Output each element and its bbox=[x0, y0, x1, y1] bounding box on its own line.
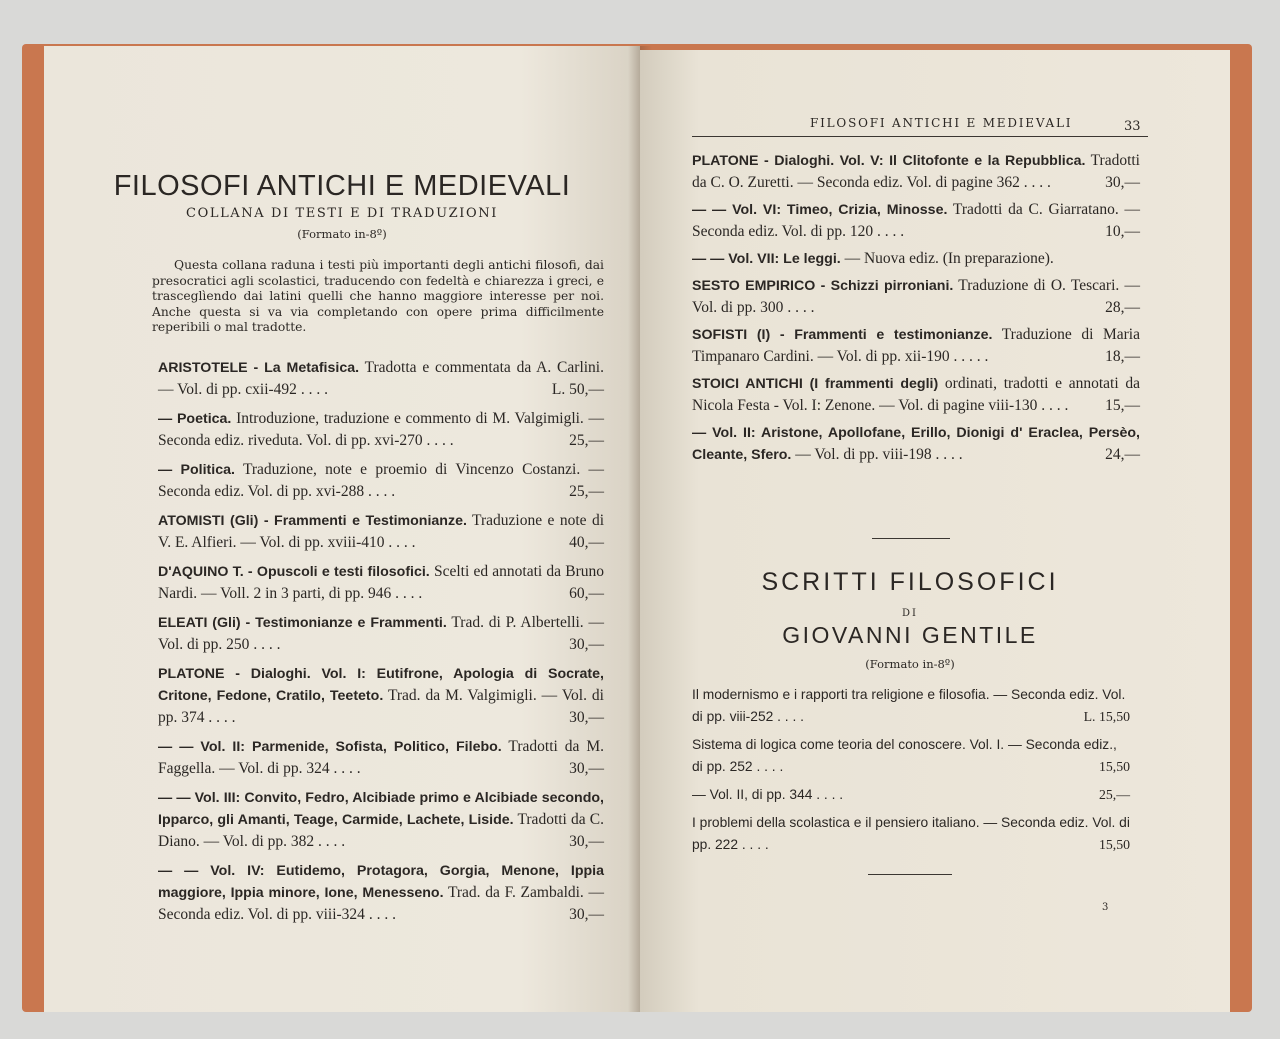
entry-title: PLATONE - Dialoghi. Vol. V: Il Clitofonte e la Repubblica. bbox=[692, 153, 1086, 169]
gentile-entry bbox=[692, 784, 1130, 806]
leader-dots: . . . . bbox=[249, 636, 281, 653]
entry-price: 10,— bbox=[1105, 223, 1140, 240]
entry-price: 24,— bbox=[1105, 446, 1140, 463]
entry-title: — — Vol. VI: Timeo, Crizia, Minosse. bbox=[692, 202, 948, 218]
entry-title: SESTO EMPIRICO - Schizzi pirroniani. bbox=[692, 278, 954, 294]
entry-title: D'AQUINO T. - Opuscoli e testi filosofici. bbox=[158, 564, 430, 580]
leader-dots: . . . . bbox=[314, 833, 346, 850]
section-format: (Formato in-8º) bbox=[865, 657, 955, 671]
entry-price: L. 50,— bbox=[551, 381, 604, 398]
gentile-entry-title: Sistema di logica come teoria del conoscere. Vol. I. — Seconda ediz., di pp. 252 bbox=[692, 737, 1117, 774]
gentile-entry-price: 25,— bbox=[1098, 787, 1130, 802]
entry-description: — Vol. di pp. viii-198 bbox=[791, 446, 932, 463]
entry-description: Scelti ed annotati da Bruno Nardi. — Voll. 2 in 3 parti, di pp. 946 bbox=[158, 563, 604, 602]
bottom-rule bbox=[868, 874, 952, 875]
leader-dots: . . . . bbox=[931, 446, 963, 463]
gentile-entry bbox=[692, 812, 1130, 856]
gentile-entry bbox=[692, 684, 1130, 728]
catalog-entry bbox=[158, 408, 604, 452]
entry-price: 30,— bbox=[569, 709, 604, 726]
entry-title: — Politica. bbox=[158, 462, 235, 478]
leader-dots: . . . . bbox=[1037, 397, 1069, 414]
leader-dots: . . . . bbox=[738, 837, 769, 852]
left-entry-list bbox=[158, 357, 604, 933]
leader-dots: . . . . bbox=[773, 709, 804, 724]
footer-number: 3 bbox=[1102, 902, 1109, 913]
entry-price: 25,— bbox=[569, 483, 604, 500]
entry-title: STOICI ANTICHI (I frammenti degli) bbox=[692, 376, 939, 392]
entry-title: — — Vol. VII: Le leggi. bbox=[692, 251, 841, 267]
catalog-entry bbox=[692, 150, 1140, 194]
gentile-entry-title: — Vol. II, di pp. 344 bbox=[692, 787, 813, 802]
entry-title: ATOMISTI (Gli) - Frammenti e Testimonianze. bbox=[158, 513, 467, 529]
entry-description: Introduzione, traduzione e commento di M. Valgimigli. — Seconda ediz. riveduta. Vol. di pp. xvi-270 bbox=[158, 410, 605, 449]
entry-description: Tradotti da C. Giarratano. — Seconda ediz. Vol. di pp. 120 bbox=[692, 201, 1140, 240]
entry-description: ordinati, tradotti e annotati da Nicola Festa - Vol. I: Zenone. — Vol. di pagine viii-130 bbox=[692, 375, 1140, 414]
entry-title: — — Vol. II: Parmenide, Sofista, Politico, Filebo. bbox=[158, 739, 502, 755]
section-title: SCRITTI FILOSOFICI bbox=[761, 568, 1059, 596]
entry-price: 30,— bbox=[569, 760, 604, 777]
gentile-entry-title: Il modernismo e i rapporti tra religione e filosofia. — Seconda ediz. Vol. di pp. viii-252 bbox=[692, 687, 1126, 724]
entry-price: 30,— bbox=[569, 833, 604, 850]
entry-description: Traduzione di Maria Timpanaro Cardini. — Vol. di pp. xii-190 . bbox=[692, 326, 1140, 365]
entry-title: ELEATI (Gli) - Testimonianze e Frammenti. bbox=[158, 615, 447, 631]
entry-description: Tradotti da C. O. Zuretti. — Seconda ediz. Vol. di pagine 362 bbox=[692, 152, 1140, 191]
catalog-entry bbox=[158, 787, 604, 853]
catalog-entry bbox=[692, 199, 1140, 243]
gentile-entry-price: L. 15,50 bbox=[1083, 709, 1130, 724]
gentile-entry-price: 15,50 bbox=[1098, 837, 1130, 852]
right-entry-list bbox=[692, 150, 1140, 471]
leader-dots: . . . . bbox=[364, 483, 396, 500]
leader-dots: . . . . bbox=[783, 299, 815, 316]
gentile-entry-price: 15,50 bbox=[1098, 759, 1130, 774]
section-by: DI bbox=[902, 608, 918, 619]
entry-description: Traduzione e note di V. E. Alfieri. — Vol. di pp. xviii-410 bbox=[158, 512, 605, 551]
entry-description: Tradotti da M. Faggella. — Vol. di pp. 324 bbox=[158, 738, 605, 777]
catalog-entry bbox=[692, 422, 1140, 466]
catalog-entry bbox=[158, 860, 604, 926]
entry-title: — — Vol. III: Convito, Fedro, Alcibiade primo e Alcibiade secondo, Ipparco, gli Amanti, Teage, Carmide, Lachete, Liside. bbox=[158, 790, 604, 828]
entry-price: 25,— bbox=[569, 432, 604, 449]
catalog-subtitle: COLLANA DI TESTI E DI TRADUZIONI bbox=[186, 206, 498, 221]
catalog-entry bbox=[692, 248, 1140, 270]
leader-dots: . . . . bbox=[204, 709, 236, 726]
head-rule bbox=[692, 136, 1148, 137]
entry-price: 30,— bbox=[569, 636, 604, 653]
catalog-entry bbox=[158, 736, 604, 780]
entry-description: Trad. da F. Zambaldi. — Seconda ediz. Vol. di pp. viii-324 bbox=[158, 884, 605, 923]
leader-dots: . . . . bbox=[957, 348, 989, 365]
entry-description: Tradotti da C. Diano. — Vol. di pp. 382 bbox=[158, 811, 604, 850]
leader-dots: . . . . bbox=[384, 534, 416, 551]
entry-title: — — Vol. IV: Eutidemo, Protagora, Gorgia, Menone, Ippia maggiore, Ippia minore, Ione, Menesseno. bbox=[158, 863, 604, 901]
leader-dots: . . . . bbox=[873, 223, 905, 240]
right-page bbox=[640, 50, 1230, 1012]
format-note: (Formato in-8º) bbox=[297, 227, 387, 241]
entry-title: PLATONE - Dialoghi. Vol. I: Eutifrone, Apologia di Socrate, Critone, Fedone, Cratilo, Teeteto. bbox=[158, 666, 604, 704]
entry-description: — Nuova ediz. (In preparazione). bbox=[840, 250, 1054, 267]
entry-description: Traduzione di O. Tescari. — Vol. di pp. 300 bbox=[692, 277, 1140, 316]
left-page bbox=[44, 46, 640, 1012]
leader-dots: . . . . bbox=[752, 759, 784, 774]
gentile-entry-title: I problemi della scolastica e il pensiero italiano. — Seconda ediz. Vol. di pp. 222 bbox=[692, 815, 1130, 852]
catalog-entry bbox=[692, 324, 1140, 368]
entry-price: 60,— bbox=[569, 585, 604, 602]
gentile-entry-list bbox=[692, 684, 1130, 862]
page-number: 33 bbox=[1124, 119, 1141, 134]
intro-paragraph: Questa collana raduna i testi più importanti degli antichi filosofi, dai presocratici agli scolastici, traducendo con fedeltà e chiarezza i greci, e trasceglìendo dai latini quelli che hanno maggiore interesse per noi. Anche questa si va via completando con opere prima difficilmente reperibili o mal tradotte. bbox=[152, 258, 604, 335]
leader-dots: . . . . bbox=[1019, 174, 1051, 191]
leader-dots: . . . . bbox=[296, 381, 328, 398]
leader-dots: . . . . bbox=[329, 760, 361, 777]
catalog-entry bbox=[158, 357, 604, 401]
leader-dots: . . . . bbox=[422, 432, 454, 449]
entry-title: — Vol. II: Aristone, Apollofane, Erillo, Dionigi d' Eraclea, Persèo, Cleante, Sfero. bbox=[692, 425, 1140, 463]
entry-price: 30,— bbox=[1105, 174, 1140, 191]
entry-price: 30,— bbox=[569, 906, 604, 923]
entry-description: Trad. di P. Albertelli. — Vol. di pp. 250 bbox=[158, 614, 605, 653]
entry-description: Traduzione, note e proemio di Vincenzo Costanzi. — Seconda ediz. Vol. di pp. xvi-288 bbox=[158, 461, 604, 500]
entry-price: 40,— bbox=[569, 534, 604, 551]
catalog-entry bbox=[692, 373, 1140, 417]
leader-dots: . . . . bbox=[812, 787, 844, 802]
catalog-entry bbox=[158, 561, 604, 605]
catalog-entry bbox=[158, 663, 604, 729]
entry-price: 28,— bbox=[1105, 299, 1140, 316]
entry-description: Trad. da M. Valgimigli. — Vol. di pp. 374 bbox=[158, 687, 604, 726]
entry-price: 18,— bbox=[1105, 348, 1140, 365]
entry-title: — Poetica. bbox=[158, 411, 232, 427]
entry-title: ARISTOTELE - La Metafisica. bbox=[158, 360, 360, 376]
catalog-entry bbox=[158, 612, 604, 656]
entry-price: 15,— bbox=[1105, 397, 1140, 414]
leader-dots: . . . . bbox=[364, 906, 396, 923]
catalog-entry bbox=[158, 459, 604, 503]
leader-dots: . . . . bbox=[391, 585, 423, 602]
entry-description: Tradotta e commentata da A. Carlini. — Vol. di pp. cxii-492 bbox=[158, 359, 604, 398]
running-head: FILOSOFI ANTICHI E MEDIEVALI bbox=[810, 116, 1073, 130]
entry-title: SOFISTI (I) - Frammenti e testimonianze. bbox=[692, 327, 993, 343]
divider-rule bbox=[872, 538, 950, 539]
catalog-entry bbox=[692, 275, 1140, 319]
catalog-title: FILOSOFI ANTICHI E MEDIEVALI bbox=[113, 170, 571, 202]
catalog-entry bbox=[158, 510, 604, 554]
gentile-entry bbox=[692, 734, 1130, 778]
section-author: GIOVANNI GENTILE bbox=[782, 622, 1038, 648]
